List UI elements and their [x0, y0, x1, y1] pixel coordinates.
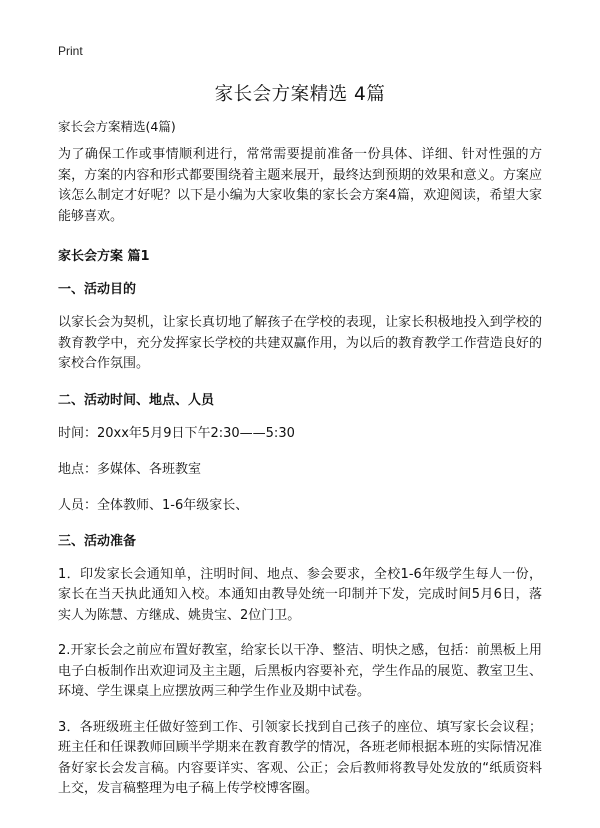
preparation-item-2: 2.开家长会之前应布置好教室，给家长以干净、整洁、明快之感，包括：前黑板上用电子白板制作出欢迎词及主主题，后黑板内容要补充，学生作品的展览、教室卫生、环境、学生课桌上应摆放两三种学生作业及期中试卷。: [58, 643, 542, 699]
intro-paragraph: 为了确保工作或事情顺利进行，常常需要提前准备一份具体、详细、针对性强的方案，方案的内容和形式都要围绕着主题来展开，最终达到预期的效果和意义。方案应该怎么制定才好呢？以下是小编为大家收集的家长会方案4篇，欢迎阅读，希望大家能够喜欢。: [58, 147, 542, 224]
heading-activity-purpose: 一、活动目的: [58, 282, 137, 297]
heading-preparation: 三、活动准备: [58, 533, 137, 549]
activity-place: 地点：多媒体、各班教室: [58, 461, 202, 477]
preparation-item-3: 3．各班级班主任做好签到工作、引领家长找到自己孩子的座位、填写家长会议程；班主任和任课教师回顾半学期来在教育教学的情况，各班老师根据本班的实际情况准备好家长会发言稿。内容要详实、客观、公正；会后教师将教导处发放的“纸质资料上交，发言稿整理为电子稿上传学校博客圈。: [58, 719, 542, 796]
document-title: 家长会方案精选 4篇: [214, 84, 386, 105]
heading-time-place-people: 二、活动时间、地点、人员: [58, 392, 215, 408]
section-title: 家长会方案 篇1: [58, 249, 150, 264]
paragraph-activity-purpose: 以家长会为契机，让家长真切地了解孩子在学校的表现，让家长积极地投入到学校的教育教学中，充分发挥家长学校的共建双赢作用，为以后的教育教学工作营造良好的家校合作氛围。: [58, 315, 542, 371]
document-body: [58, 118, 542, 815]
activity-time: 时间：20xx年5月9日下午2:30——5:30: [58, 425, 295, 441]
preparation-item-1: 1．印发家长会通知单，注明时间、地点、参会要求，全校1-6年级学生每人一份，家长在当天执此通知入校。本通知由教导处统一印制并下发，完成时间5月6日，落实人为陈慧、方继成、姚贵宝、2位门卫。: [58, 566, 542, 623]
activity-people: 人员：全体教师、1-6年级家长、: [58, 497, 249, 513]
print-label: Print: [58, 44, 83, 58]
document-subtitle: 家长会方案精选(4篇): [58, 119, 176, 134]
